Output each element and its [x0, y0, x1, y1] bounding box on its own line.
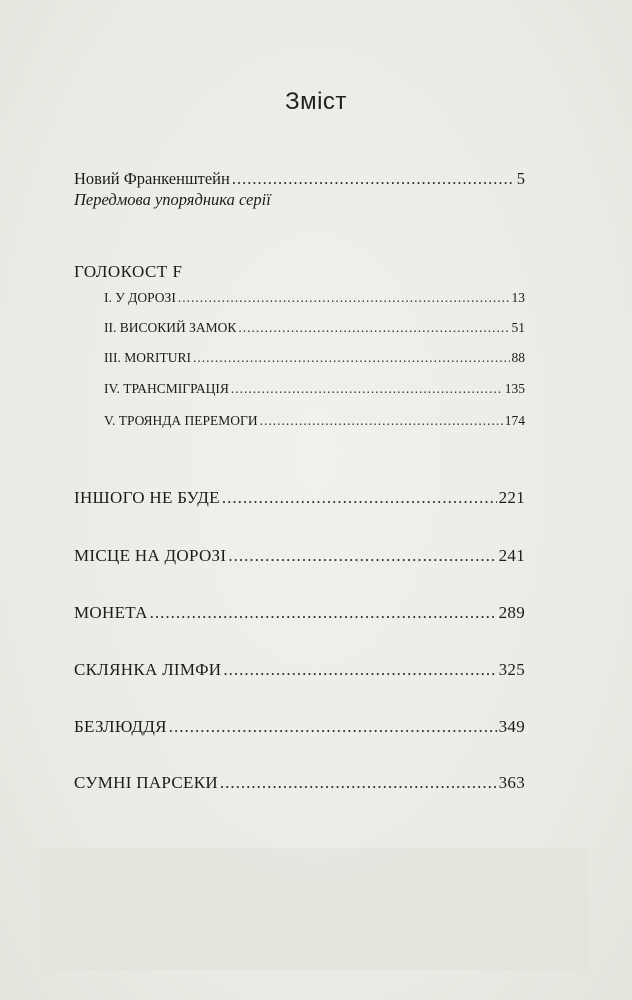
toc-entry-label: МОНЕТА — [74, 603, 148, 622]
dot-leader — [238, 320, 509, 336]
dot-leader — [228, 546, 496, 566]
toc-subentry — [104, 320, 525, 336]
page-title: Зміст — [285, 88, 347, 115]
toc-entry-page: 88 — [511, 350, 525, 365]
toc-entry-label: II. ВИСОКИЙ ЗАМОК — [104, 320, 237, 335]
dot-leader — [223, 660, 496, 680]
toc-entry — [74, 660, 525, 680]
toc-entry-page: 325 — [498, 660, 525, 679]
dot-leader — [169, 717, 497, 737]
toc-subentry — [104, 381, 525, 397]
toc-entry — [74, 717, 525, 737]
toc-entry — [74, 603, 525, 623]
dot-leader — [232, 169, 515, 189]
toc-entry-page: 289 — [498, 603, 525, 622]
dot-leader — [150, 603, 497, 623]
toc-entry-label: ІНШОГО НЕ БУДЕ — [74, 488, 220, 507]
show-through-shadow — [40, 848, 588, 970]
dot-leader — [260, 413, 503, 429]
toc-entry-page: 174 — [504, 413, 525, 428]
toc-entry-page: 5 — [516, 169, 525, 188]
toc-entry-label: Новий Франкенштейн — [74, 169, 230, 188]
toc-subentry — [104, 413, 525, 429]
toc-entry — [74, 488, 525, 508]
toc-entry — [74, 546, 525, 566]
toc-subentry — [104, 350, 525, 366]
toc-entry-page: 221 — [498, 488, 525, 507]
toc-entry-page: 349 — [498, 717, 525, 736]
toc-entry-label: V. ТРОЯНДА ПЕРЕМОГИ — [104, 413, 258, 428]
toc-subentry — [104, 290, 525, 306]
dot-leader — [178, 290, 510, 306]
toc-entry-label: I. У ДОРОЗІ — [104, 290, 176, 305]
dot-leader — [222, 488, 497, 508]
dot-leader — [193, 350, 510, 366]
toc-entry-label: СУМНІ ПАРСЕКИ — [74, 773, 218, 792]
section-heading: ГОЛОКОСТ F — [74, 262, 183, 281]
dot-leader — [220, 773, 497, 793]
toc-entry-label: СКЛЯНКА ЛІМФИ — [74, 660, 222, 679]
toc-entry-page: 241 — [498, 546, 525, 565]
toc-entry — [74, 773, 525, 793]
toc-entry-intro — [74, 169, 525, 189]
dot-leader — [231, 381, 503, 397]
toc-entry-subtitle: Передмова упорядника серії — [74, 190, 271, 209]
toc-entry-label: III. MORITURI — [104, 350, 191, 365]
toc-entry-page: 13 — [511, 290, 525, 305]
toc-entry-page: 363 — [498, 773, 525, 792]
toc-entry-label: МІСЦЕ НА ДОРОЗІ — [74, 546, 227, 565]
toc-entry-label: БЕЗЛЮДДЯ — [74, 717, 167, 736]
toc-entry-page: 51 — [511, 320, 525, 335]
toc-entry-page: 135 — [504, 381, 525, 396]
toc-entry-label: IV. ТРАНСМІГРАЦІЯ — [104, 381, 229, 396]
